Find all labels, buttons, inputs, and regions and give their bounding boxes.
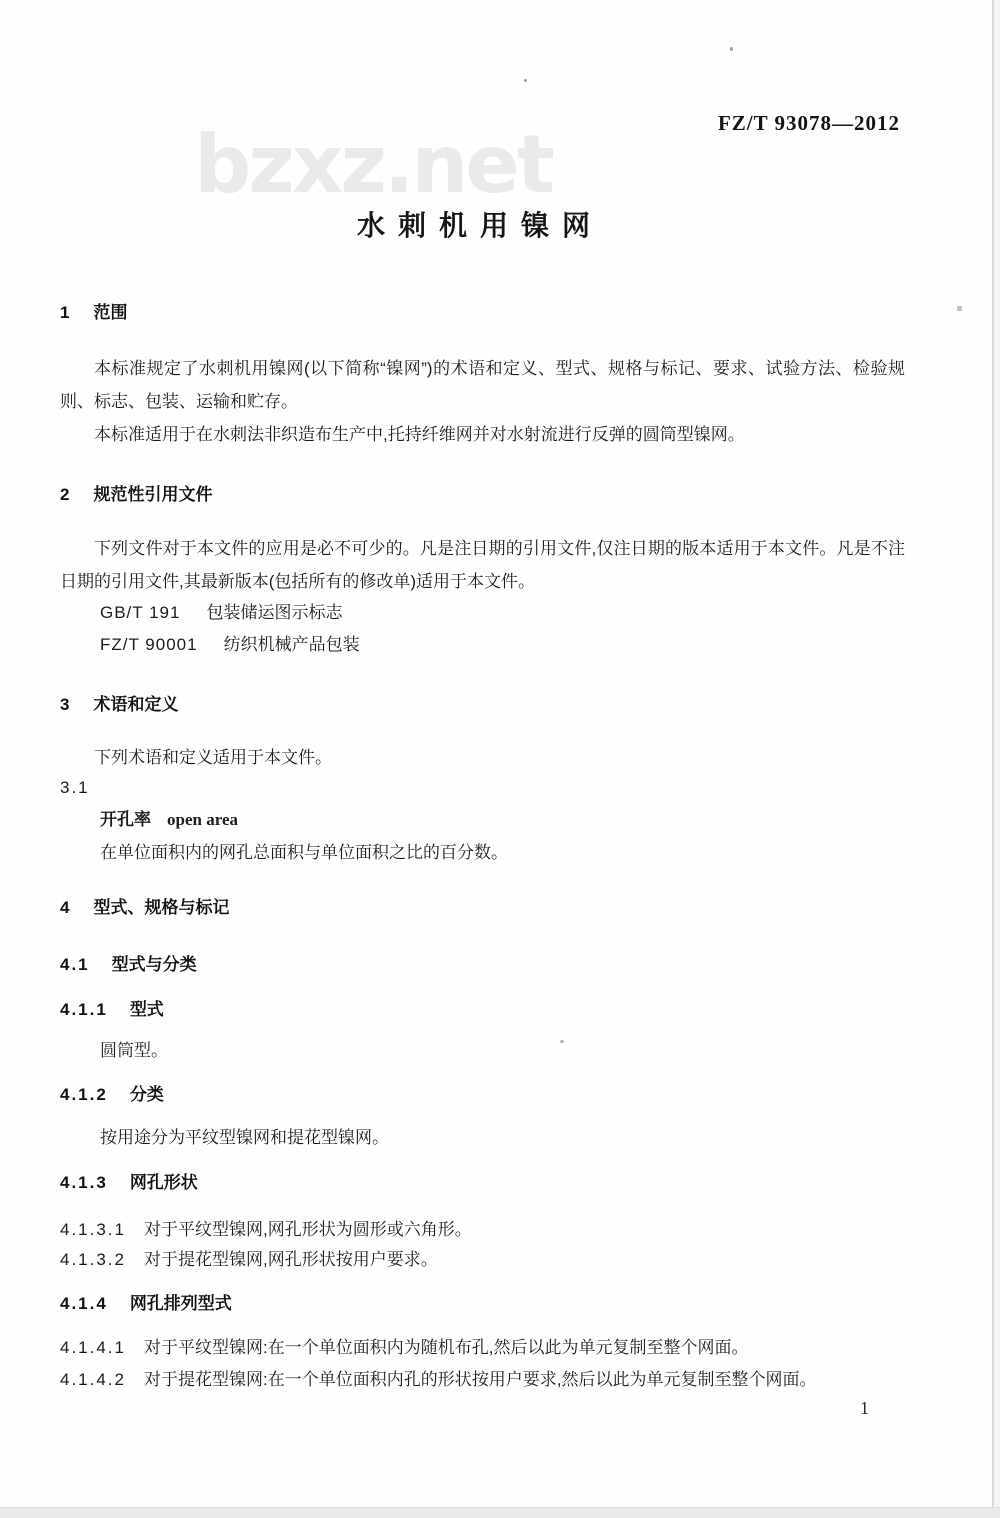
clause-title: 网孔排列型式 xyxy=(129,1294,232,1313)
term-number: 3.1 xyxy=(60,778,90,797)
clause-number: 4.1.1 xyxy=(60,1000,108,1019)
scan-speck xyxy=(560,1040,564,1043)
watermark-text: bzxz.net xyxy=(194,118,552,211)
clause-4-1-3-2 xyxy=(60,1250,905,1270)
clause-text: 对于提花型镍网,网孔形状按用户要求。 xyxy=(144,1250,438,1269)
reference-code: FZ/T 90001 xyxy=(100,635,198,654)
clause-4-1-1-heading xyxy=(60,1000,905,1020)
clause-number: 4.1.3.2 xyxy=(60,1250,126,1269)
scan-speck xyxy=(957,306,962,311)
clause-text: 对于提花型镍网:在一个单位面积内孔的形状按用户要求,然后以此为单元复制至整个网面。 xyxy=(144,1370,817,1389)
term-name-zh: 开孔率 xyxy=(100,810,151,829)
clause-4-1-4-heading xyxy=(60,1294,905,1314)
clause-number: 4.1.4.2 xyxy=(60,1370,126,1389)
clause-title: 术语和定义 xyxy=(93,695,179,714)
clause-4-1-3-heading xyxy=(60,1173,905,1193)
reference-name: 包装储运图示标志 xyxy=(206,603,343,622)
normative-refs-paragraph: 下列文件对于本文件的应用是必不可少的。凡是注日期的引用文件,仅注日期的版本适用于本文件。凡是不注日期的引用文件,其最新版本(包括所有的修改单)适用于本文件。 xyxy=(60,539,905,591)
clause-number: 1 xyxy=(60,303,72,322)
section-3-heading xyxy=(60,695,905,715)
clause-number: 4.1.4.1 xyxy=(60,1338,126,1357)
clause-title: 型式 xyxy=(129,1000,164,1019)
terms-intro: 下列术语和定义适用于本文件。 xyxy=(94,748,332,767)
term-entry xyxy=(100,810,905,830)
clause-4-1-2-body: 按用途分为平纹型镍网和提花型镍网。 xyxy=(100,1128,389,1147)
reference-code: GB/T 191 xyxy=(100,603,181,622)
scan-speck xyxy=(524,79,527,82)
clause-title: 规范性引用文件 xyxy=(93,485,213,504)
clause-title: 型式与分类 xyxy=(111,955,197,974)
clause-4-1-3-1 xyxy=(60,1220,905,1240)
clause-number: 4.1.2 xyxy=(60,1085,108,1104)
standard-code: FZ/T 93078—2012 xyxy=(717,111,900,135)
scan-bottom-band xyxy=(0,1507,1000,1518)
document-title: 水刺机用镍网 xyxy=(357,210,604,241)
clause-4-1-1-body: 圆筒型。 xyxy=(100,1041,168,1060)
clause-number: 4 xyxy=(60,898,72,917)
clause-text: 对于平纹型镍网,网孔形状为圆形或六角形。 xyxy=(144,1220,472,1239)
clause-title: 网孔形状 xyxy=(129,1173,198,1192)
term-name-en: open area xyxy=(167,810,238,829)
reference-item xyxy=(100,635,905,655)
clause-title: 型式、规格与标记 xyxy=(93,898,230,917)
clause-number: 4.1.3 xyxy=(60,1173,108,1192)
section-2-heading xyxy=(60,485,905,505)
section-1-heading xyxy=(60,303,905,323)
term-definition: 在单位面积内的网孔总面积与单位面积之比的百分数。 xyxy=(100,843,508,862)
clause-4-1-4-2 xyxy=(60,1370,905,1390)
scope-paragraph-2: 本标准适用于在水刺法非织造布生产中,托持纤维网并对水射流进行反弹的圆筒型镍网。 xyxy=(94,425,745,444)
clause-4-1-2-heading xyxy=(60,1085,905,1105)
clause-title: 范围 xyxy=(93,303,128,322)
clause-number: 3 xyxy=(60,695,72,714)
clause-text: 对于平纹型镍网:在一个单位面积内为随机布孔,然后以此为单元复制至整个网面。 xyxy=(144,1338,749,1357)
clause-title: 分类 xyxy=(129,1085,164,1104)
reference-name: 纺织机械产品包装 xyxy=(223,635,360,654)
scan-speck xyxy=(730,47,733,51)
clause-number: 2 xyxy=(60,485,72,504)
clause-number: 4.1.4 xyxy=(60,1294,108,1313)
page-number: 1 xyxy=(860,1398,869,1418)
clause-4-1-heading xyxy=(60,955,905,975)
clause-4-1-4-1 xyxy=(60,1338,905,1358)
scope-paragraph-1: 本标准规定了水刺机用镍网(以下简称“镍网”)的术语和定义、型式、规格与标记、要求、试验方法、检验规则、标志、包装、运输和贮存。 xyxy=(60,359,905,411)
clause-number: 4.1.3.1 xyxy=(60,1220,126,1239)
scan-edge-shade xyxy=(994,0,1000,1518)
section-4-heading xyxy=(60,898,905,918)
scan-edge-line xyxy=(992,0,994,1518)
reference-item xyxy=(100,603,905,623)
clause-number: 4.1 xyxy=(60,955,90,974)
